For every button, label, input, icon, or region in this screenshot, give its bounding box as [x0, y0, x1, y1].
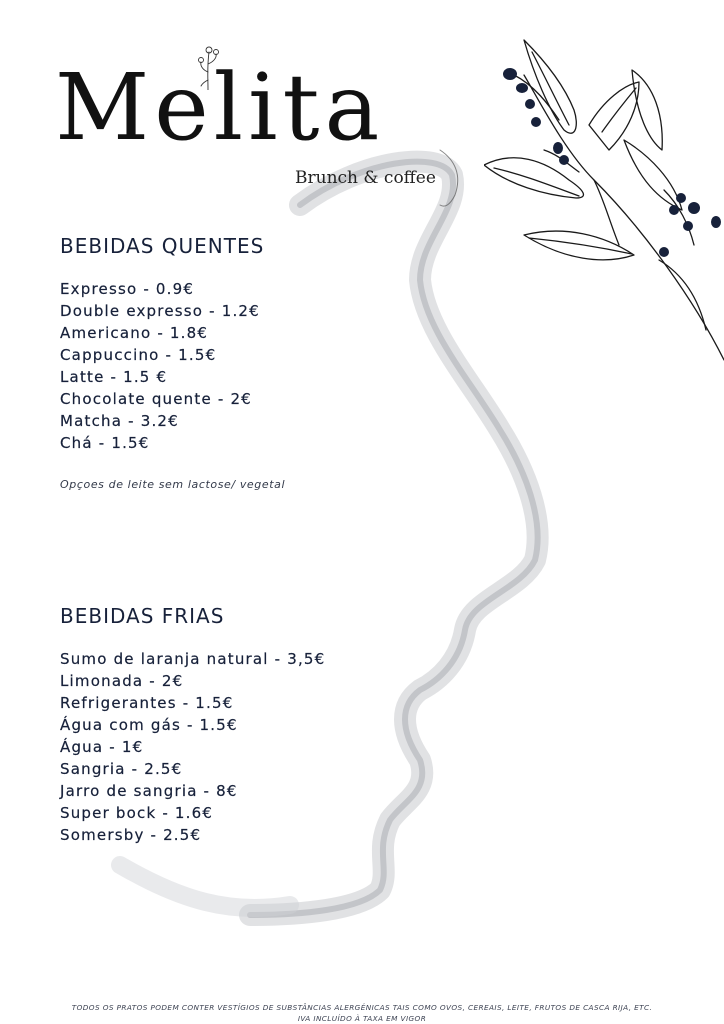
menu-item: Chá - 1.5€ — [60, 434, 150, 452]
menu-item: Super bock - 1.6€ — [60, 804, 214, 822]
hot-drinks-section — [60, 234, 264, 454]
cold-drinks-list — [60, 648, 325, 846]
menu-item: Limonada - 2€ — [60, 672, 184, 690]
menu-item: Somersby - 2.5€ — [60, 826, 202, 844]
section-title-cold-drinks: BEBIDAS FRIAS — [60, 604, 225, 628]
menu-item: Expresso - 0.9€ — [60, 280, 195, 298]
menu-item: Cappuccino - 1.5€ — [60, 346, 217, 364]
vat-notice: IVA INCLUÍDO À TAXA EM VIGOR — [297, 1014, 427, 1023]
menu-item: Sangria - 2.5€ — [60, 760, 183, 778]
brand-logo — [55, 54, 455, 218]
botanical-branch-illustration — [484, 30, 724, 370]
menu-item: Água - 1€ — [60, 738, 144, 756]
brand-name: Melita — [55, 54, 385, 161]
menu-item: Double expresso - 1.2€ — [60, 302, 260, 320]
flower-icon — [193, 42, 223, 90]
menu-item: Matcha - 3.2€ — [60, 412, 179, 430]
section-title-hot-drinks: BEBIDAS QUENTES — [60, 234, 265, 258]
menu-item: Chocolate quente - 2€ — [60, 390, 252, 408]
menu-item: Latte - 1.5 € — [60, 368, 168, 386]
brand-tagline: Brunch & coffee — [295, 168, 436, 188]
milk-options-note: Opçoes de leite sem lactose/ vegetal — [60, 478, 286, 491]
allergen-footer — [0, 1002, 724, 1024]
hot-drinks-list — [60, 278, 264, 454]
allergen-notice: TODOS OS PRATOS PODEM CONTER VESTÍGIOS DE SUBSTÂNCIAS ALERGÉNICAS TAIS COMO OVOS, CEREAIS, LEITE, FRUTOS DE CASCA RIJA, ETC. — [71, 1003, 653, 1012]
cold-drinks-section — [60, 604, 325, 846]
menu-item: Americano - 1.8€ — [60, 324, 209, 342]
menu-item: Sumo de laranja natural - 3,5€ — [60, 650, 326, 668]
menu-item: Refrigerantes - 1.5€ — [60, 694, 234, 712]
menu-item: Jarro de sangria - 8€ — [60, 782, 238, 800]
menu-item: Água com gás - 1.5€ — [60, 716, 238, 734]
